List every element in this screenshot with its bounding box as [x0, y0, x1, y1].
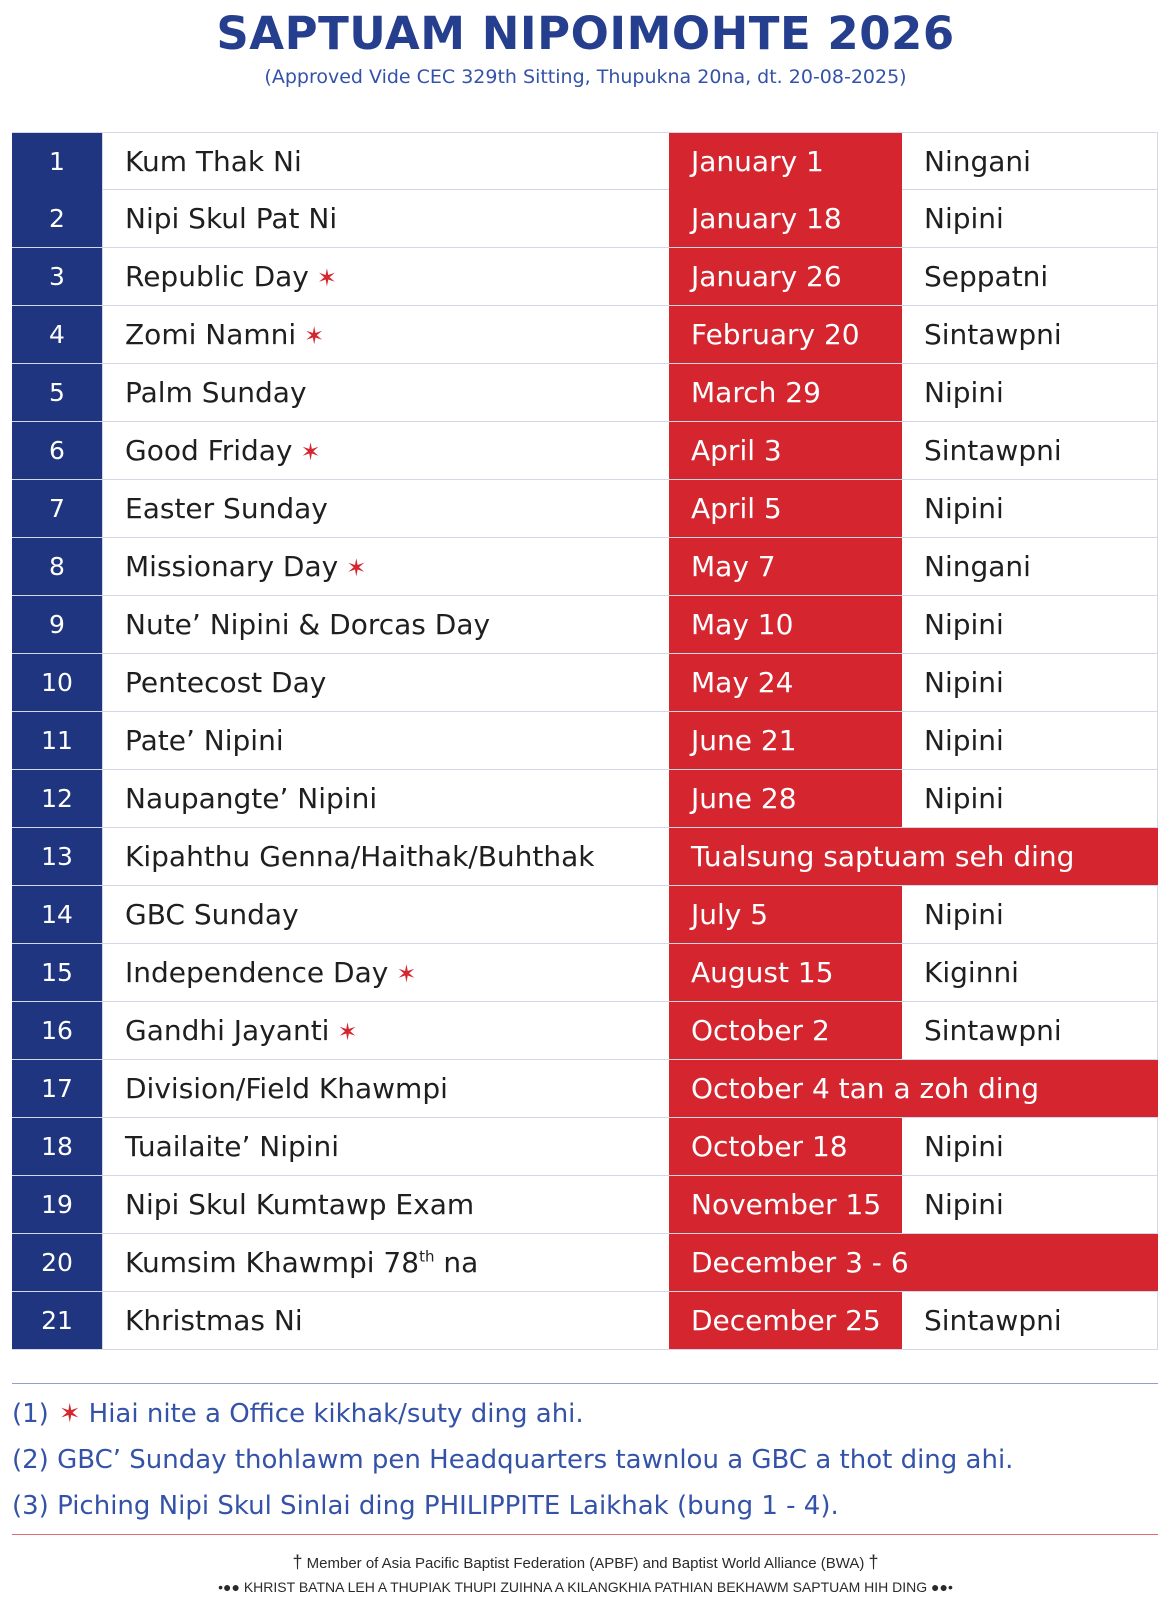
event-name — [102, 944, 669, 1001]
event-name — [102, 596, 669, 653]
event-name — [102, 1118, 669, 1175]
event-name — [102, 1292, 669, 1349]
table-row — [12, 886, 1158, 944]
notes-section — [12, 1391, 1158, 1529]
event-name — [102, 1234, 669, 1291]
row-number: 3 — [12, 248, 102, 305]
star-icon: ✶ — [316, 264, 337, 292]
ordinal-suffix: th — [419, 1247, 435, 1266]
star-icon: ✶ — [337, 1018, 358, 1046]
row-number: 11 — [12, 712, 102, 769]
row-number: 8 — [12, 538, 102, 595]
event-name-text: Good Friday — [125, 434, 293, 467]
star-icon: ✶ — [304, 322, 325, 350]
event-date: February 20 — [669, 306, 902, 363]
row-number: 6 — [12, 422, 102, 479]
event-weekday: Nipini — [902, 1176, 1158, 1233]
row-number: 7 — [12, 480, 102, 537]
event-weekday: Nipini — [902, 364, 1158, 421]
event-name — [102, 422, 669, 479]
table-row — [12, 1292, 1158, 1350]
row-number: 10 — [12, 654, 102, 711]
event-name — [102, 133, 669, 190]
row-number: 9 — [12, 596, 102, 653]
table-row — [12, 596, 1158, 654]
row-number: 20 — [12, 1234, 102, 1291]
event-name — [102, 248, 669, 305]
event-date: Tualsung saptuam seh ding — [669, 828, 1158, 885]
note-1-number: (1) — [12, 1399, 49, 1429]
event-weekday: Sintawpni — [902, 306, 1158, 363]
event-weekday: Nipini — [902, 886, 1158, 943]
star-icon: ✶ — [58, 1399, 81, 1429]
event-name — [102, 1060, 669, 1117]
event-name — [102, 364, 669, 421]
event-weekday: Nipini — [902, 1118, 1158, 1175]
star-icon: ✶ — [346, 554, 367, 582]
event-date: October 18 — [669, 1118, 902, 1175]
row-number: 13 — [12, 828, 102, 885]
event-name-text: Nute’ Nipini & Dorcas Day — [125, 608, 491, 641]
event-name-text: Kumsim Khawmpi 78 — [125, 1246, 420, 1279]
table-row — [12, 770, 1158, 828]
star-icon: ✶ — [300, 438, 321, 466]
row-number: 18 — [12, 1118, 102, 1175]
table-row — [12, 1176, 1158, 1234]
event-name-text: GBC Sunday — [125, 898, 299, 931]
event-name-text: Republic Day — [125, 260, 309, 293]
event-date: May 24 — [669, 654, 902, 711]
row-number: 21 — [12, 1292, 102, 1349]
event-name-text: Division/Field Khawmpi — [125, 1072, 448, 1105]
event-name — [102, 654, 669, 711]
event-name — [102, 770, 669, 827]
event-date: November 15 — [669, 1176, 902, 1233]
event-name-text: Kum Thak Ni — [125, 145, 302, 178]
row-number: 17 — [12, 1060, 102, 1117]
event-date: August 15 — [669, 944, 902, 1001]
dots-right-icon: ●●• — [931, 1579, 953, 1595]
event-date: May 7 — [669, 538, 902, 595]
event-weekday: Sintawpni — [902, 1292, 1158, 1349]
table-row — [12, 828, 1158, 886]
row-number: 19 — [12, 1176, 102, 1233]
row-number: 4 — [12, 306, 102, 363]
event-name-text: Nipi Skul Pat Ni — [125, 202, 338, 235]
event-name — [102, 828, 669, 885]
star-icon: ✶ — [396, 960, 417, 988]
event-name-text: Tuailaite’ Nipini — [125, 1130, 340, 1163]
event-name-suffix: na — [434, 1246, 479, 1279]
table-row — [12, 1118, 1158, 1176]
row-number: 14 — [12, 886, 102, 943]
event-name-text: Kipahthu Genna/Haithak/Buhthak — [125, 840, 595, 873]
event-name — [102, 480, 669, 537]
footer-motto — [0, 1576, 1171, 1598]
event-date: June 28 — [669, 770, 902, 827]
event-name-text: Pate’ Nipini — [125, 724, 284, 757]
table-row — [12, 132, 1158, 190]
note-1-text: Hiai nite a Office kikhak/suty ding ahi. — [88, 1399, 584, 1429]
event-date: October 2 — [669, 1002, 902, 1059]
row-number: 2 — [12, 190, 102, 247]
event-name-text: Missionary Day — [125, 550, 339, 583]
event-name-text: Pentecost Day — [125, 666, 327, 699]
event-weekday: Nipini — [902, 480, 1158, 537]
table-row — [12, 538, 1158, 596]
page-subtitle: (Approved Vide CEC 329th Sitting, Thupukna 20na, dt. 20-08-2025) — [264, 66, 907, 88]
event-date: May 10 — [669, 596, 902, 653]
note-2: (2) GBC’ Sunday thohlawm pen Headquarters tawnlou a GBC a thot ding ahi. — [12, 1445, 1014, 1475]
row-number: 16 — [12, 1002, 102, 1059]
table-row — [12, 364, 1158, 422]
footer-membership — [0, 1550, 1171, 1576]
event-name-text: Nipi Skul Kumtawp Exam — [125, 1188, 475, 1221]
footer-motto-text: KHRIST BATNA LEH A THUPIAK THUPI ZUIHNA A KILANGKHIA PATHIAN BEKHAWM SAPTUAM HIH DING — [243, 1579, 928, 1595]
row-number: 15 — [12, 944, 102, 1001]
row-number: 12 — [12, 770, 102, 827]
note-3: (3) Piching Nipi Skul Sinlai ding PHILIPPITE Laikhak (bung 1 - 4). — [12, 1491, 839, 1521]
event-date: June 21 — [669, 712, 902, 769]
cross-icon: † — [868, 1552, 879, 1572]
note-1 — [12, 1391, 1158, 1437]
table-row — [12, 944, 1158, 1002]
event-weekday: Nipini — [902, 654, 1158, 711]
event-date: July 5 — [669, 886, 902, 943]
event-name-text: Khristmas Ni — [125, 1304, 303, 1337]
event-name — [102, 712, 669, 769]
table-row — [12, 1002, 1158, 1060]
event-name — [102, 886, 669, 943]
table-row — [12, 1234, 1158, 1292]
row-number: 1 — [12, 133, 102, 190]
event-date: October 4 tan a zoh ding — [669, 1060, 1158, 1117]
cross-icon: † — [292, 1552, 303, 1572]
event-name — [102, 1002, 669, 1059]
event-weekday: Kiginni — [902, 944, 1158, 1001]
event-name-text: Palm Sunday — [125, 376, 307, 409]
table-row — [12, 1060, 1158, 1118]
event-name-text: Zomi Namni — [125, 318, 297, 351]
event-weekday: Nipini — [902, 770, 1158, 827]
page-title: SAPTUAM NIPOIMOHTE 2026 — [216, 7, 955, 60]
event-date: January 18 — [669, 190, 902, 247]
event-weekday: Ningani — [902, 538, 1158, 595]
dots-left-icon: •●● — [218, 1579, 240, 1595]
footer-membership-text: Member of Asia Pacific Baptist Federation (APBF) and Baptist World Alliance (BWA) — [306, 1555, 865, 1572]
table-row — [12, 306, 1158, 364]
event-name-text: Gandhi Jayanti — [125, 1014, 330, 1047]
event-weekday: Nipini — [902, 712, 1158, 769]
table-row — [12, 654, 1158, 712]
event-name — [102, 306, 669, 363]
event-name — [102, 1176, 669, 1233]
divider-red — [12, 1534, 1158, 1535]
event-date: January 1 — [669, 133, 902, 190]
table-row — [12, 190, 1158, 248]
event-weekday: Ningani — [902, 133, 1158, 190]
schedule-table — [12, 132, 1158, 1350]
table-row — [12, 712, 1158, 770]
table-row — [12, 248, 1158, 306]
event-name-text: Easter Sunday — [125, 492, 328, 525]
event-date: March 29 — [669, 364, 902, 421]
event-date: December 25 — [669, 1292, 902, 1349]
table-row — [12, 422, 1158, 480]
event-name — [102, 190, 669, 247]
event-date: April 5 — [669, 480, 902, 537]
event-date: April 3 — [669, 422, 902, 479]
event-date: December 3 - 6 — [669, 1234, 1158, 1291]
event-name — [102, 538, 669, 595]
event-weekday: Seppatni — [902, 248, 1158, 305]
divider-blue — [12, 1383, 1158, 1384]
row-number: 5 — [12, 364, 102, 421]
event-name-text: Independence Day — [125, 956, 389, 989]
event-weekday: Nipini — [902, 190, 1158, 247]
event-weekday: Sintawpni — [902, 422, 1158, 479]
event-weekday: Sintawpni — [902, 1002, 1158, 1059]
event-weekday: Nipini — [902, 596, 1158, 653]
event-date: January 26 — [669, 248, 902, 305]
event-name-text: Naupangte’ Nipini — [125, 782, 378, 815]
table-row — [12, 480, 1158, 538]
